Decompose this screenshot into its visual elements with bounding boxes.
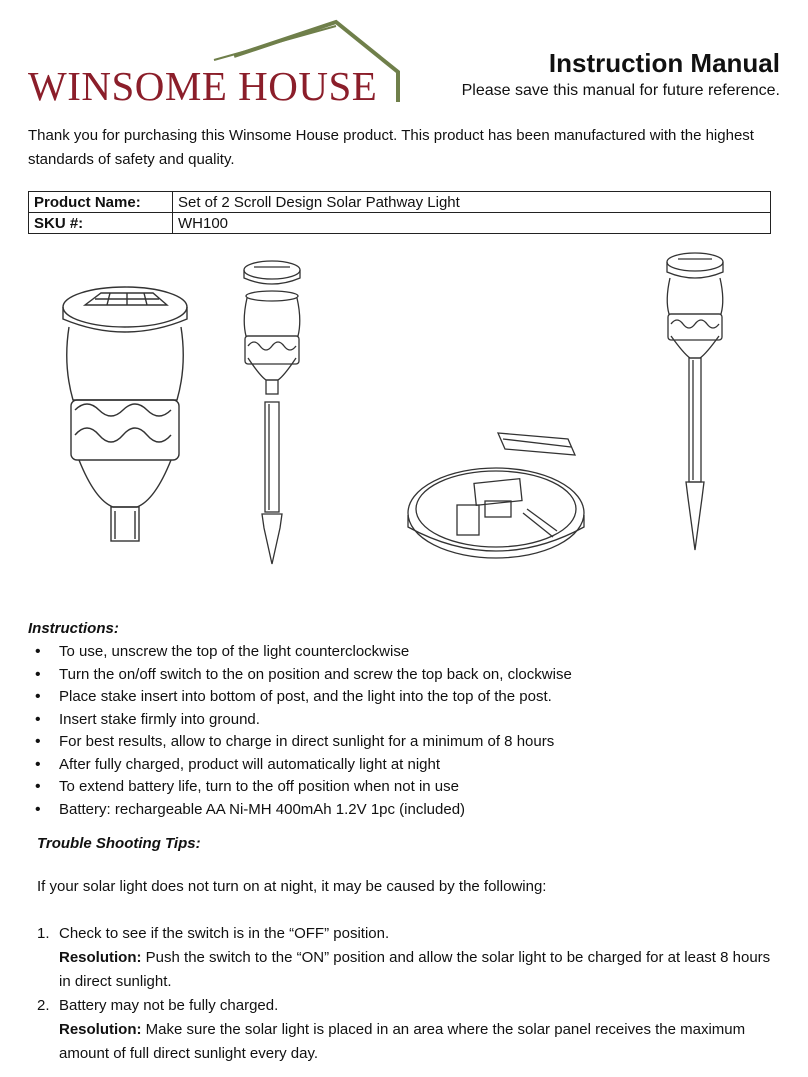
product-name-label: Product Name:: [29, 192, 173, 213]
item-number: 2.: [37, 997, 50, 1014]
list-item: • For best results, allow to charge in direct sunlight for a minimum of 8 hours: [28, 731, 572, 753]
lamp-head-illustration: [55, 285, 200, 550]
troubleshooting-intro: If your solar light does not turn on at night, it may be caused by the following:: [37, 878, 547, 895]
item-number: 1.: [37, 925, 50, 942]
table-row: [29, 192, 771, 213]
product-name-value: Set of 2 Scroll Design Solar Pathway Light: [173, 192, 771, 213]
issue-text: Check to see if the switch is in the “OFF” position.: [59, 925, 390, 942]
resolution-label: Resolution:: [59, 949, 142, 966]
list-item: • Turn the on/off switch to the on position and screw the top back on, clockwise: [28, 664, 572, 686]
list-item: • Battery: rechargeable AA Ni-MH 400mAh 1.2V 1pc (included): [28, 799, 572, 821]
battery-compartment-illustration: [403, 425, 598, 575]
page-subtitle: Please save this manual for future reference.: [461, 82, 780, 99]
troubleshooting-heading: Trouble Shooting Tips:: [37, 835, 201, 852]
brand-logo: WINSOME HOUSE: [28, 63, 378, 109]
instructions-heading: Instructions:: [28, 620, 119, 637]
list-item: • Insert stake firmly into ground.: [28, 709, 572, 731]
sku-value: WH100: [173, 213, 771, 234]
list-item: [37, 994, 777, 1066]
intro-text: Thank you for purchasing this Winsome House product. This product has been manufactured with the highest standards of safety and quality.: [28, 127, 754, 168]
resolution-block: [59, 946, 777, 994]
resolution-text: Make sure the solar light is placed in an area where the solar panel receives the maximum amount of full direct sunlight every day.: [59, 1021, 746, 1062]
list-item: • After fully charged, product will automatically light at night: [28, 754, 572, 776]
sku-label: SKU #:: [29, 213, 173, 234]
list-item: • Place stake insert into bottom of post, and the light into the top of the post.: [28, 686, 572, 708]
table-row: [29, 213, 771, 234]
troubleshooting-list: [37, 922, 777, 1066]
list-item: • To extend battery life, turn to the off position when not in use: [28, 776, 572, 798]
instructions-list: [28, 641, 572, 821]
resolution-text: Push the switch to the “ON” position and allow the solar light to be charged for at least 8 hours in direct sunlight.: [59, 949, 771, 990]
resolution-label: Resolution:: [59, 1021, 142, 1038]
page-title: Instruction Manual: [548, 48, 780, 78]
list-item: • To use, unscrew the top of the light counterclockwise: [28, 641, 572, 663]
assembled-light-illustration: [658, 250, 733, 555]
exploded-lamp-illustration: [232, 258, 312, 570]
issue-text: Battery may not be fully charged.: [59, 997, 279, 1014]
resolution-block: [59, 1018, 777, 1066]
list-item: [37, 922, 777, 994]
product-table: [28, 191, 771, 234]
